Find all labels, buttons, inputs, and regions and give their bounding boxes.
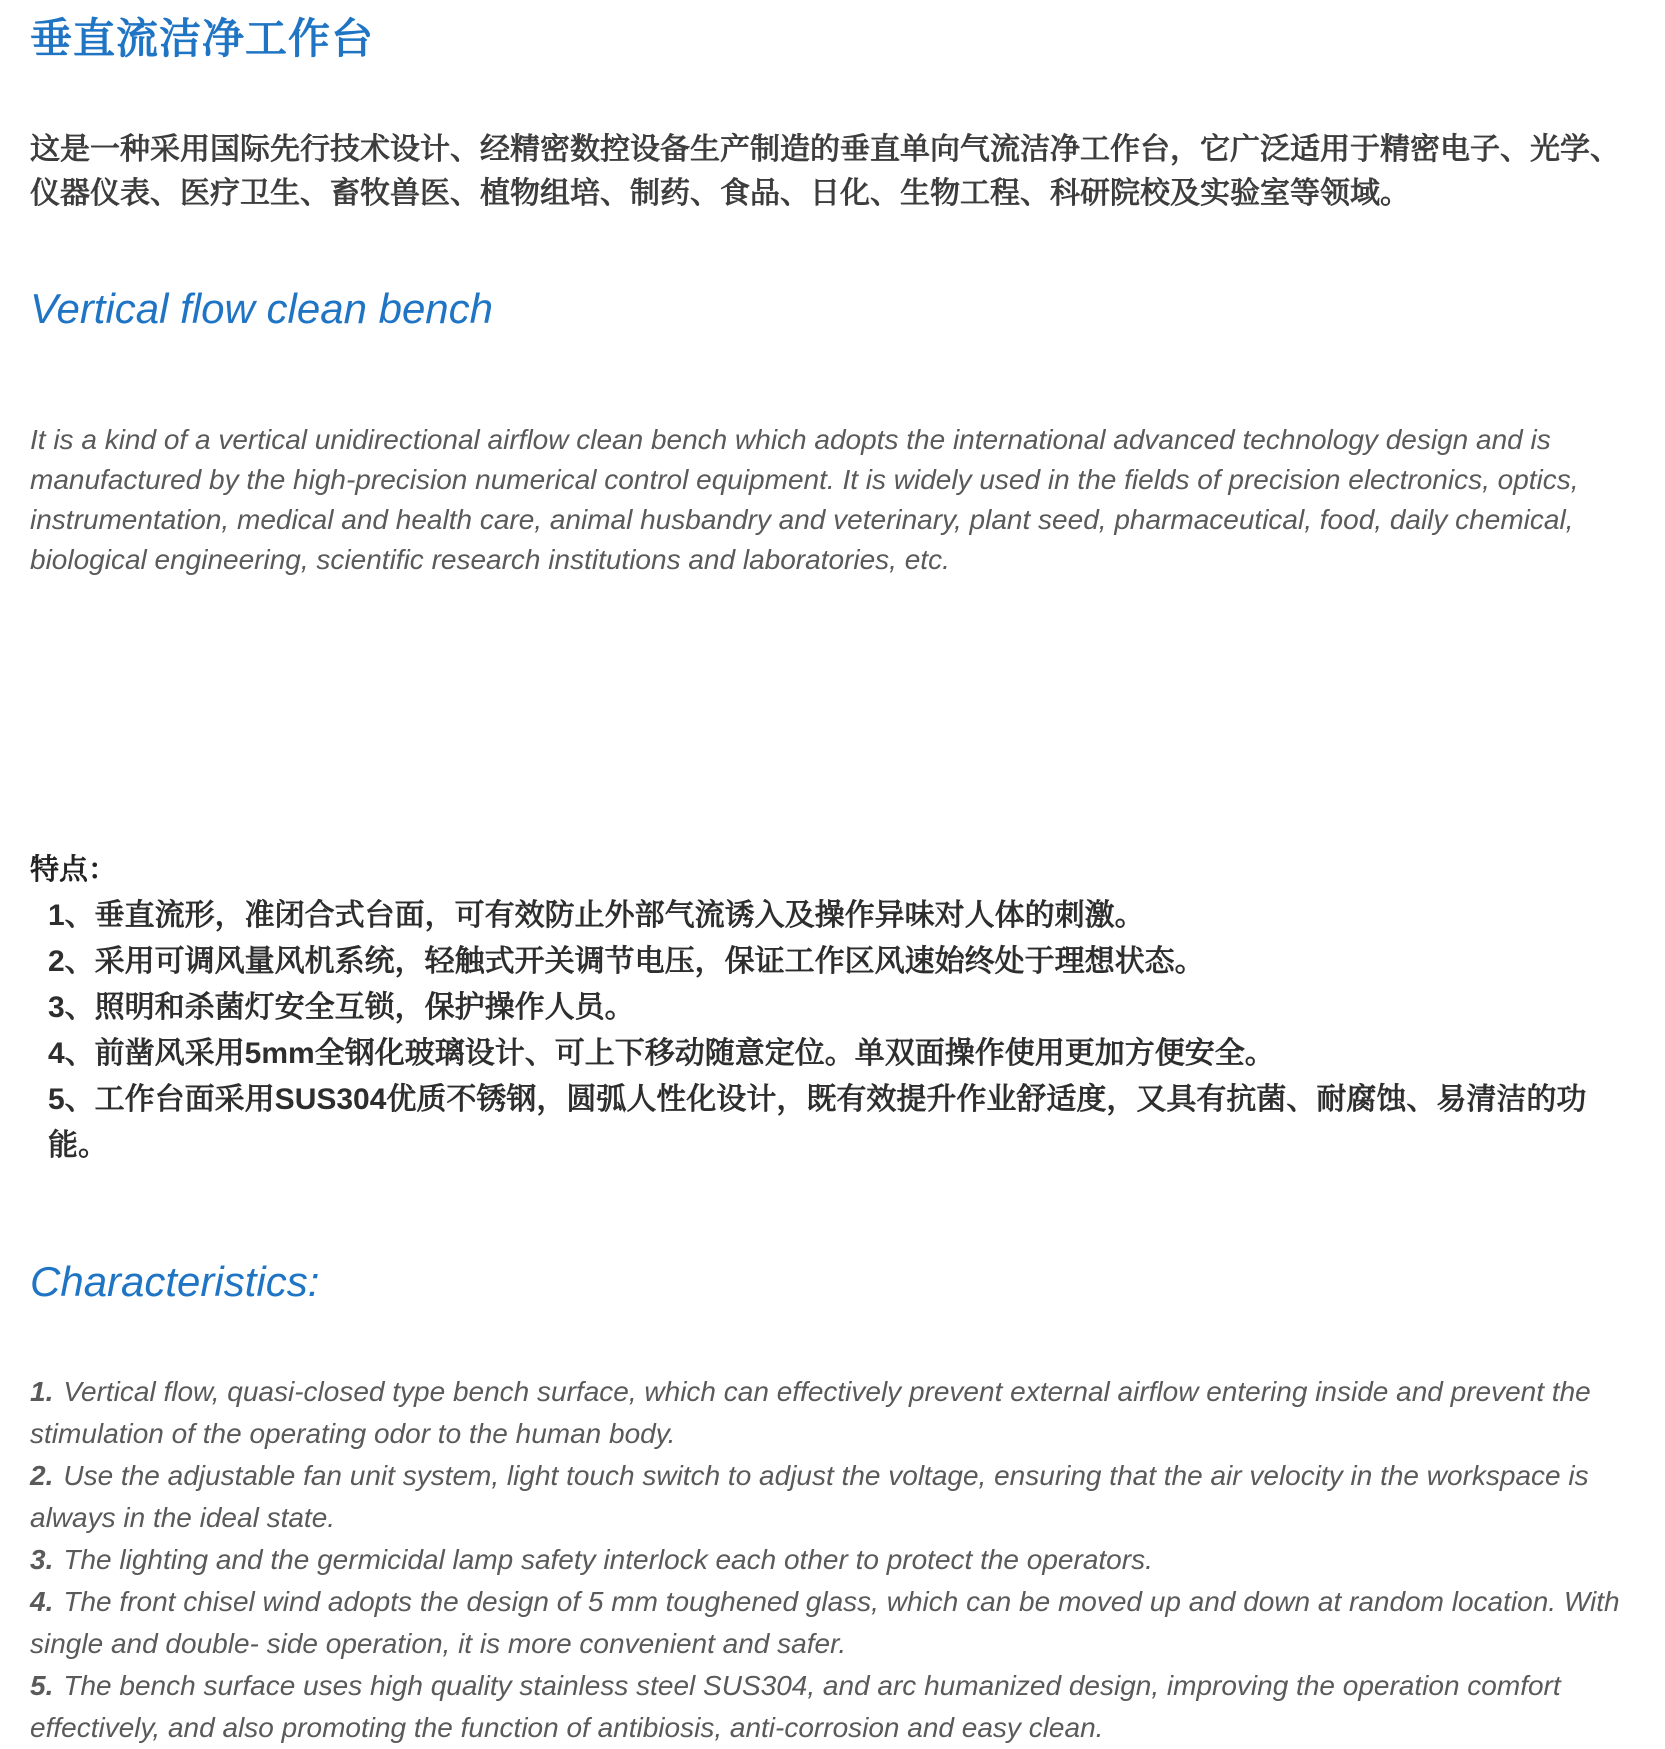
page-title-zh: 垂直流洁净工作台	[30, 15, 375, 62]
characteristic-item-en	[30, 1371, 1637, 1455]
item-text: The lighting and the germicidal lamp safety interlock each other to protect the operators.	[63, 1544, 1153, 1575]
item-number: 5.	[30, 1670, 54, 1701]
item-text: The front chisel wind adopts the design of 5 mm toughened glass, which can be moved up and down at random location. With single and double- side operation, it is more convenient and safer.	[30, 1586, 1620, 1659]
item-number: 3.	[30, 1544, 54, 1575]
item-number: 1.	[30, 1376, 54, 1407]
features-label-zh: 特点：	[30, 854, 118, 886]
item-text: The bench surface uses high quality stainless steel SUS304, and arc humanized design, improving the operation comfort effectively, and also promoting the function of antibiosis, anti-corrosion and easy clean.	[30, 1670, 1561, 1743]
characteristics-list-en	[30, 1371, 1637, 1749]
characteristic-item-en	[30, 1581, 1637, 1665]
intro-paragraph-zh: 这是一种采用国际先行技术设计、经精密数控设备生产制造的垂直单向气流洁净工作台，它广泛适用于精密电子、光学、仪器仪表、医疗卫生、畜牧兽医、植物组培、制药、食品、日化、生物工程、科研院校及实验室等领域。	[30, 133, 1620, 210]
item-text: Use the adjustable fan unit system, light touch switch to adjust the voltage, ensuring that the air velocity in the workspace is always in the ideal state.	[30, 1460, 1589, 1533]
feature-item-zh: 2、采用可调风量风机系统，轻触式开关调节电压，保证工作区风速始终处于理想状态。	[48, 945, 1205, 978]
item-number: 2.	[30, 1460, 54, 1491]
characteristic-item-en	[30, 1665, 1637, 1749]
features-list-zh	[30, 893, 1637, 1169]
feature-item-zh: 5、工作台面采用SUS304优质不锈钢，圆弧人性化设计，既有效提升作业舒适度，又具有抗菌、耐腐蚀、易清洁的功能。	[48, 1083, 1587, 1162]
intro-paragraph-en: It is a kind of a vertical unidirectional airflow clean bench which adopts the international advanced technology design and is manufactured by the high-precision numerical control equipment. It is widely used in the fields of precision electronics, optics, instrumentation, medical and health care, animal husbandry and veterinary, plant seed, pharmaceutical, food, daily chemical, biological engineering, scientific research institutions and laboratories, etc.	[30, 424, 1579, 575]
feature-item-zh: 1、垂直流形，准闭合式台面，可有效防止外部气流诱入及操作异味对人体的刺激。	[48, 899, 1145, 932]
feature-item-zh: 3、照明和杀菌灯安全互锁，保护操作人员。	[48, 991, 635, 1024]
feature-item-zh: 4、前凿风采用5mm全钢化玻璃设计、可上下移动随意定位。单双面操作使用更加方便安全。	[48, 1037, 1275, 1070]
characteristics-heading-en: Characteristics:	[30, 1258, 320, 1305]
item-number: 4.	[30, 1586, 54, 1617]
characteristic-item-en	[30, 1539, 1637, 1581]
characteristic-item-en	[30, 1455, 1637, 1539]
item-text: Vertical flow, quasi-closed type bench surface, which can effectively prevent external airflow entering inside and prevent the stimulation of the operating odor to the human body.	[30, 1376, 1591, 1449]
section-heading-en: Vertical flow clean bench	[30, 285, 494, 332]
